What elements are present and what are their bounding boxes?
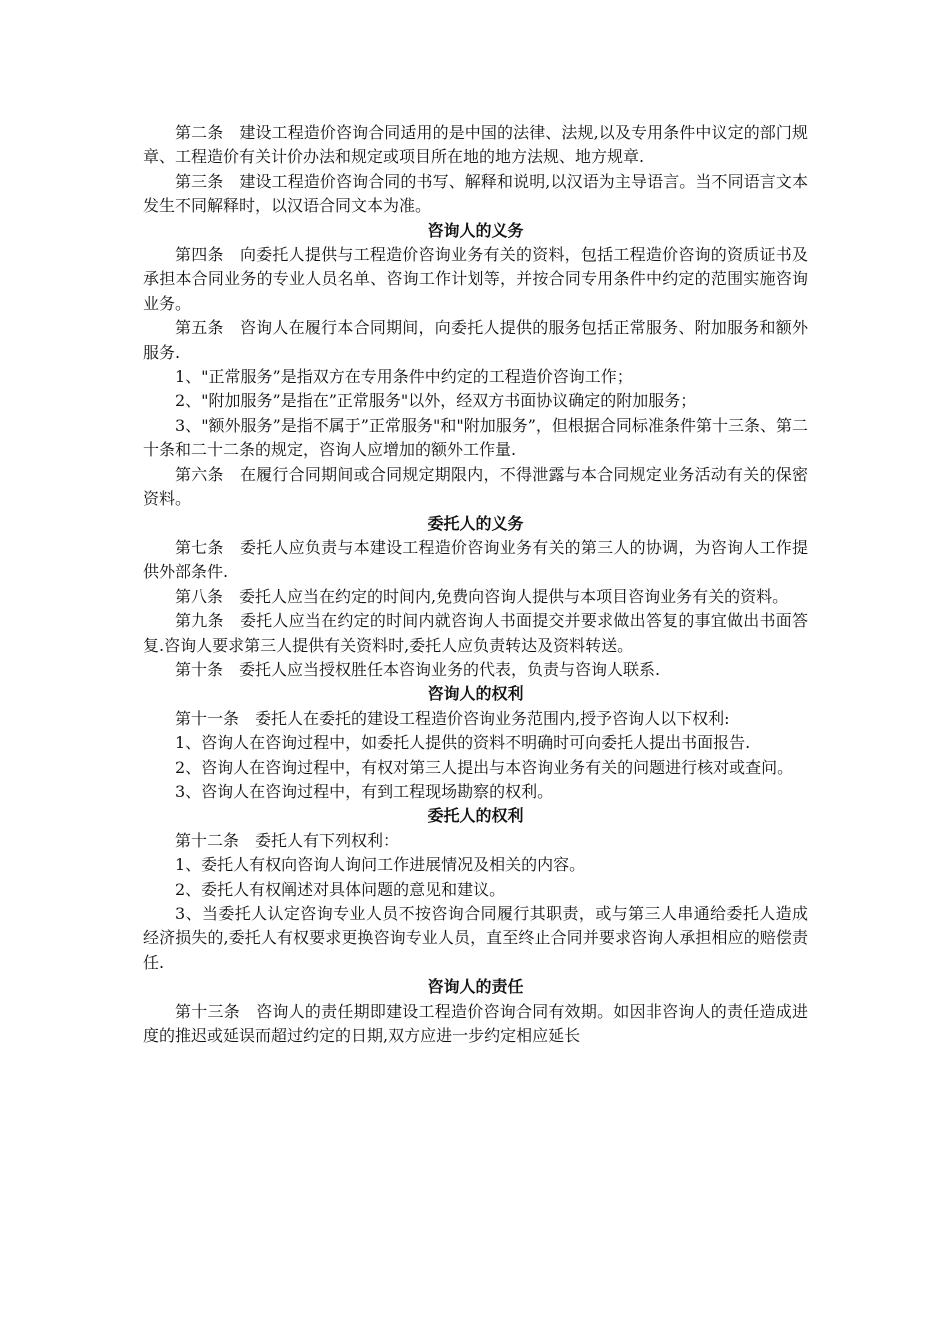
clause-2: 第二条 建设工程造价咨询合同适用的是中国的法律、法规,以及专用条件中议定的部门规章、工程造价有关计价办法和规定或项目所在地的地方法规、地方规章.	[143, 123, 808, 167]
section-heading-client-obligations: 委托人的义务	[427, 513, 524, 533]
clause-11-item-3: 3、咨询人在咨询过程中，有到工程现场勘察的权利。	[175, 781, 554, 801]
section-heading-consultant-rights: 咨询人的权利	[427, 684, 524, 704]
clause-10: 第十条 委托人应当授权胜任本咨询业务的代表，负责与咨询人联系.	[175, 659, 661, 679]
document-page	[143, 121, 808, 1048]
clause-11-item-1: 1、咨询人在咨询过程中，如委托人提供的资料不明确时可向委托人提出书面报告.	[175, 733, 751, 753]
clause-11-item-2: 2、咨询人在咨询过程中，有权对第三人提出与本咨询业务有关的问题进行核对或查问。	[175, 757, 794, 777]
clause-12-item-2: 2、委托人有权阐述对具体问题的意见和建议。	[175, 879, 506, 899]
clause-4: 第四条 向委托人提供与工程造价咨询业务有关的资料，包括工程造价咨询的资质证书及承担本合同业务的专业人员名单、咨询工作计划等，并按合同专用条件中约定的范围实施咨询业务。	[143, 245, 808, 313]
clause-7: 第七条 委托人应负责与本建设工程造价咨询业务有关的第三人的协调，为咨询人工作提供外部条件.	[143, 537, 808, 582]
clause-5-item-1: 1、"正常服务”是指双方在专用条件中约定的工程造价咨询工作；	[175, 367, 633, 387]
clause-5-item-3: 3、"额外服务”是指不属于”正常服务"和"附加服务”，但根据合同标准条件第十三条、第二十条和二十二条的规定，咨询人应增加的额外工作量.	[143, 415, 808, 460]
clause-12: 第十二条 委托人有下列权利：	[175, 830, 400, 850]
clause-5-item-2: 2、"附加服务”是指在”正常服务"以外，经双方书面协议确定的附加服务；	[175, 391, 697, 411]
clause-9: 第九条 委托人应当在约定的时间内就咨询人书面提交并要求做出答复的事宜做出书面答复.咨询人要求第三人提供有关资料时,委托人应负责转达及资料转送。	[143, 611, 808, 655]
section-heading-consultant-obligations: 咨询人的义务	[427, 220, 524, 240]
section-heading-client-rights: 委托人的权利	[427, 806, 524, 826]
clause-11: 第十一条 委托人在委托的建设工程造价咨询业务范围内,授予咨询人以下权利:	[175, 708, 730, 728]
clause-13: 第十三条 咨询人的责任期即建设工程造价咨询合同有效期。如因非咨询人的责任造成进度的推迟或延误而超过约定的日期,双方应进一步约定相应延长	[143, 1001, 808, 1046]
clause-5: 第五条 咨询人在履行本合同期间，向委托人提供的服务包括正常服务、附加服务和额外服务.	[143, 318, 808, 362]
clause-6: 第六条 在履行合同期间或合同规定期限内，不得泄露与本合同规定业务活动有关的保密资料。	[143, 464, 808, 509]
clause-3: 第三条 建设工程造价咨询合同的书写、解释和说明,以汉语为主导语言。当不同语言文本发生不同解释时，以汉语合同文本为准。	[143, 171, 808, 216]
section-heading-consultant-liability: 咨询人的责任	[427, 977, 524, 997]
clause-12-item-1: 1、委托人有权向咨询人询问工作进展情况及相关的内容。	[175, 855, 586, 875]
clause-8: 第八条 委托人应当在约定的时间内,免费向咨询人提供与本项目咨询业务有关的资料。	[175, 586, 789, 606]
clause-12-item-3: 3、当委托人认定咨询专业人员不按咨询合同履行其职责，或与第三人串通给委托人造成经济损失的,委托人有权要求更换咨询专业人员，直至终止合同并要求咨询人承担相应的赔偿责任.	[143, 904, 808, 972]
